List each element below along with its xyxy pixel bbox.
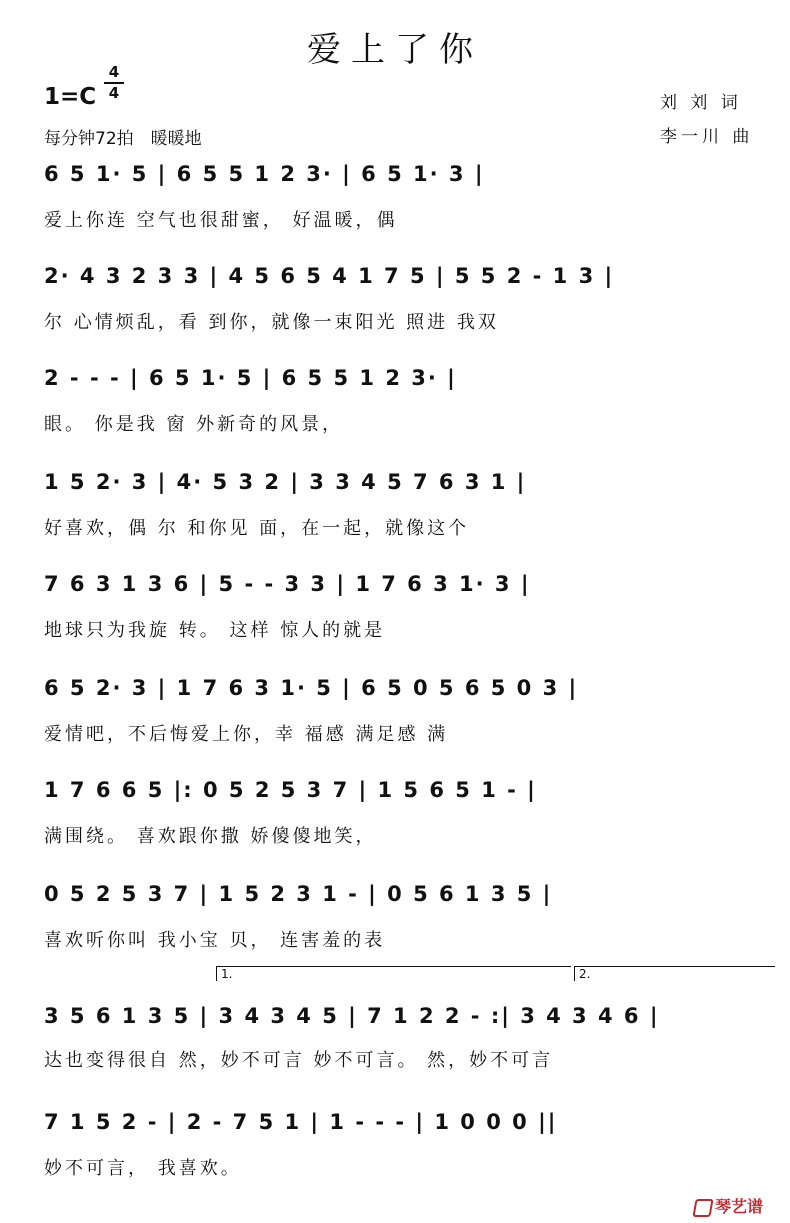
lyric-line-10: 妙不可言， 我喜欢。 bbox=[44, 1158, 242, 1179]
volta-bracket-1 bbox=[216, 966, 571, 981]
notation-line-7: 1 7 6 6 5 |: 0 5 2 5 3 7 | 1 5 6 5 1 - | bbox=[44, 778, 537, 802]
time-signature-bottom: 4 bbox=[108, 84, 120, 102]
notation-line-10: 7 1 5 2 - | 2 - 7 5 1 | 1 - - - | 1 0 0 0 || bbox=[44, 1110, 558, 1134]
lyricist-credit: 刘 刘 词 bbox=[660, 93, 742, 113]
lyric-line-1: 爱上你连 空气也很甜蜜， 好温暖，偶 bbox=[44, 210, 398, 231]
volta-1-label: 1. bbox=[221, 967, 233, 981]
lyric-line-3: 眼。 你是我 窗 外新奇的风景， bbox=[44, 414, 344, 435]
lyric-line-9: 达也变得很自 然，妙不可言 妙不可言。 然，妙不可言 bbox=[44, 1050, 554, 1071]
tempo-marking: 每分钟72拍 暖暖地 bbox=[44, 129, 202, 149]
lyric-line-7: 满围绕。 喜欢跟你撒 娇傻傻地笑， bbox=[44, 826, 377, 847]
volta-2-label: 2. bbox=[579, 967, 591, 981]
time-signature bbox=[104, 64, 124, 102]
lyric-line-8: 喜欢听你叫 我小宝 贝， 连害羞的表 bbox=[44, 930, 386, 951]
notation-line-9: 3 5 6 1 3 5 | 3 4 3 4 5 | 7 1 2 2 - :| 3 4 3 4 6 | bbox=[44, 1004, 660, 1028]
watermark-text: 琴艺谱 bbox=[715, 1197, 764, 1216]
piano-logo-icon bbox=[692, 1199, 713, 1217]
notation-line-1: 6 5 1· 5 | 6 5 5 1 2 3· | 6 5 1· 3 | bbox=[44, 162, 485, 186]
lyric-line-6: 爱情吧，不后悔爱上你，幸 福感 满足感 满 bbox=[44, 724, 449, 745]
notation-line-8: 0 5 2 5 3 7 | 1 5 2 3 1 - | 0 5 6 1 3 5 | bbox=[44, 882, 553, 906]
composer-credit: 李一川 曲 bbox=[660, 127, 754, 147]
lyric-line-4: 好喜欢，偶 尔 和你见 面，在一起，就像这个 bbox=[44, 518, 470, 539]
notation-line-3: 2 - - - | 6 5 1· 5 | 6 5 5 1 2 3· | bbox=[44, 366, 457, 390]
notation-line-5: 7 6 3 1 3 6 | 5 - - 3 3 | 1 7 6 3 1· 3 | bbox=[44, 572, 531, 596]
time-signature-top: 4 bbox=[108, 63, 120, 81]
notation-line-2: 2· 4 3 2 3 3 | 4 5 6 5 4 1 7 5 | 5 5 2 - 1 3 | bbox=[44, 264, 615, 288]
watermark-logo bbox=[694, 1194, 763, 1217]
song-title: 爱上了你 bbox=[307, 30, 483, 70]
volta-bracket-2 bbox=[574, 966, 775, 981]
lyric-line-5: 地球只为我旋 转。 这样 惊人的就是 bbox=[44, 620, 386, 641]
lyric-line-2: 尔 心情烦乱，看 到你，就像一束阳光 照进 我双 bbox=[44, 312, 499, 333]
key-signature: 1=C bbox=[44, 84, 97, 110]
notation-line-6: 6 5 2· 3 | 1 7 6 3 1· 5 | 6 5 0 5 6 5 0 3 | bbox=[44, 676, 579, 700]
notation-line-4: 1 5 2· 3 | 4· 5 3 2 | 3 3 4 5 7 6 3 1 | bbox=[44, 470, 527, 494]
